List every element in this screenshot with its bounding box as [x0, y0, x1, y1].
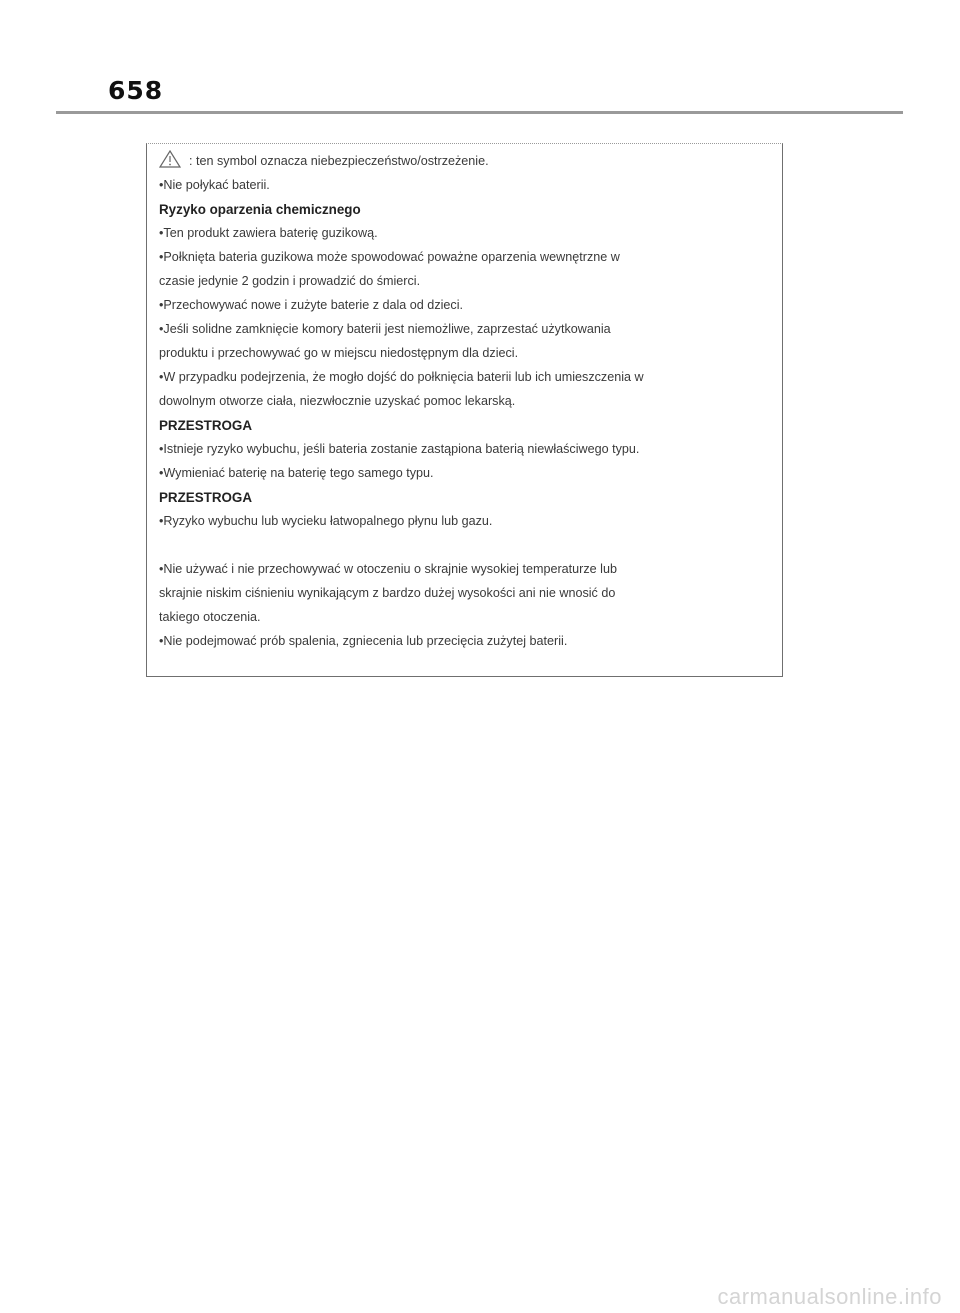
- warning-line: •Połknięta bateria guzikowa może spowodować poważne oparzenia wewnętrzne w: [159, 250, 620, 264]
- warning-line: •Jeśli solidne zamknięcie komory baterii jest niemożliwe, zaprzestać użytkowania: [159, 322, 611, 336]
- warning-box: [146, 143, 783, 677]
- symbol-note-text: : ten symbol oznacza niebezpieczeństwo/ostrzeżenie.: [189, 154, 489, 168]
- caution-heading: PRZESTROGA: [159, 418, 252, 433]
- warning-triangle-icon: [159, 150, 181, 168]
- page-number: 658: [108, 76, 164, 105]
- warning-heading: Ryzyko oparzenia chemicznego: [159, 202, 361, 217]
- warning-line: •Nie połykać baterii.: [159, 178, 270, 192]
- warning-line: •Nie używać i nie przechowywać w otoczeniu o skrajnie wysokiej temperaturze lub: [159, 562, 617, 576]
- warning-line: •Istnieje ryzyko wybuchu, jeśli bateria zostanie zastąpiona baterią niewłaściwego typu.: [159, 442, 640, 456]
- warning-line: •Ryzyko wybuchu lub wycieku łatwopalnego płynu lub gazu.: [159, 514, 493, 528]
- warning-line: czasie jedynie 2 godzin i prowadzić do śmierci.: [159, 274, 421, 288]
- warning-line: produktu i przechowywać go w miejscu niedostępnym dla dzieci.: [159, 346, 519, 360]
- caution-heading: PRZESTROGA: [159, 490, 252, 505]
- warning-line: •Ten produkt zawiera baterię guzikową.: [159, 226, 378, 240]
- footer-watermark: carmanualsonline.info: [717, 1284, 942, 1309]
- warning-line: •Nie podejmować prób spalenia, zgniecenia lub przecięcia zużytej baterii.: [159, 634, 568, 648]
- warning-line: •W przypadku podejrzenia, że mogło dojść do połknięcia baterii lub ich umieszczenia w: [159, 370, 644, 384]
- warning-line: takiego otoczenia.: [159, 610, 261, 624]
- warning-line: dowolnym otworze ciała, niezwłocznie uzyskać pomoc lekarską.: [159, 394, 516, 408]
- warning-line: •Wymieniać baterię na baterię tego samego typu.: [159, 466, 434, 480]
- header-divider: [56, 111, 903, 114]
- symbol-note-line: [159, 150, 489, 168]
- warning-line: skrajnie niskim ciśnieniu wynikającym z bardzo dużej wysokości ani nie wnosić do: [159, 586, 616, 600]
- warning-line: •Przechowywać nowe i zużyte baterie z dala od dzieci.: [159, 298, 464, 312]
